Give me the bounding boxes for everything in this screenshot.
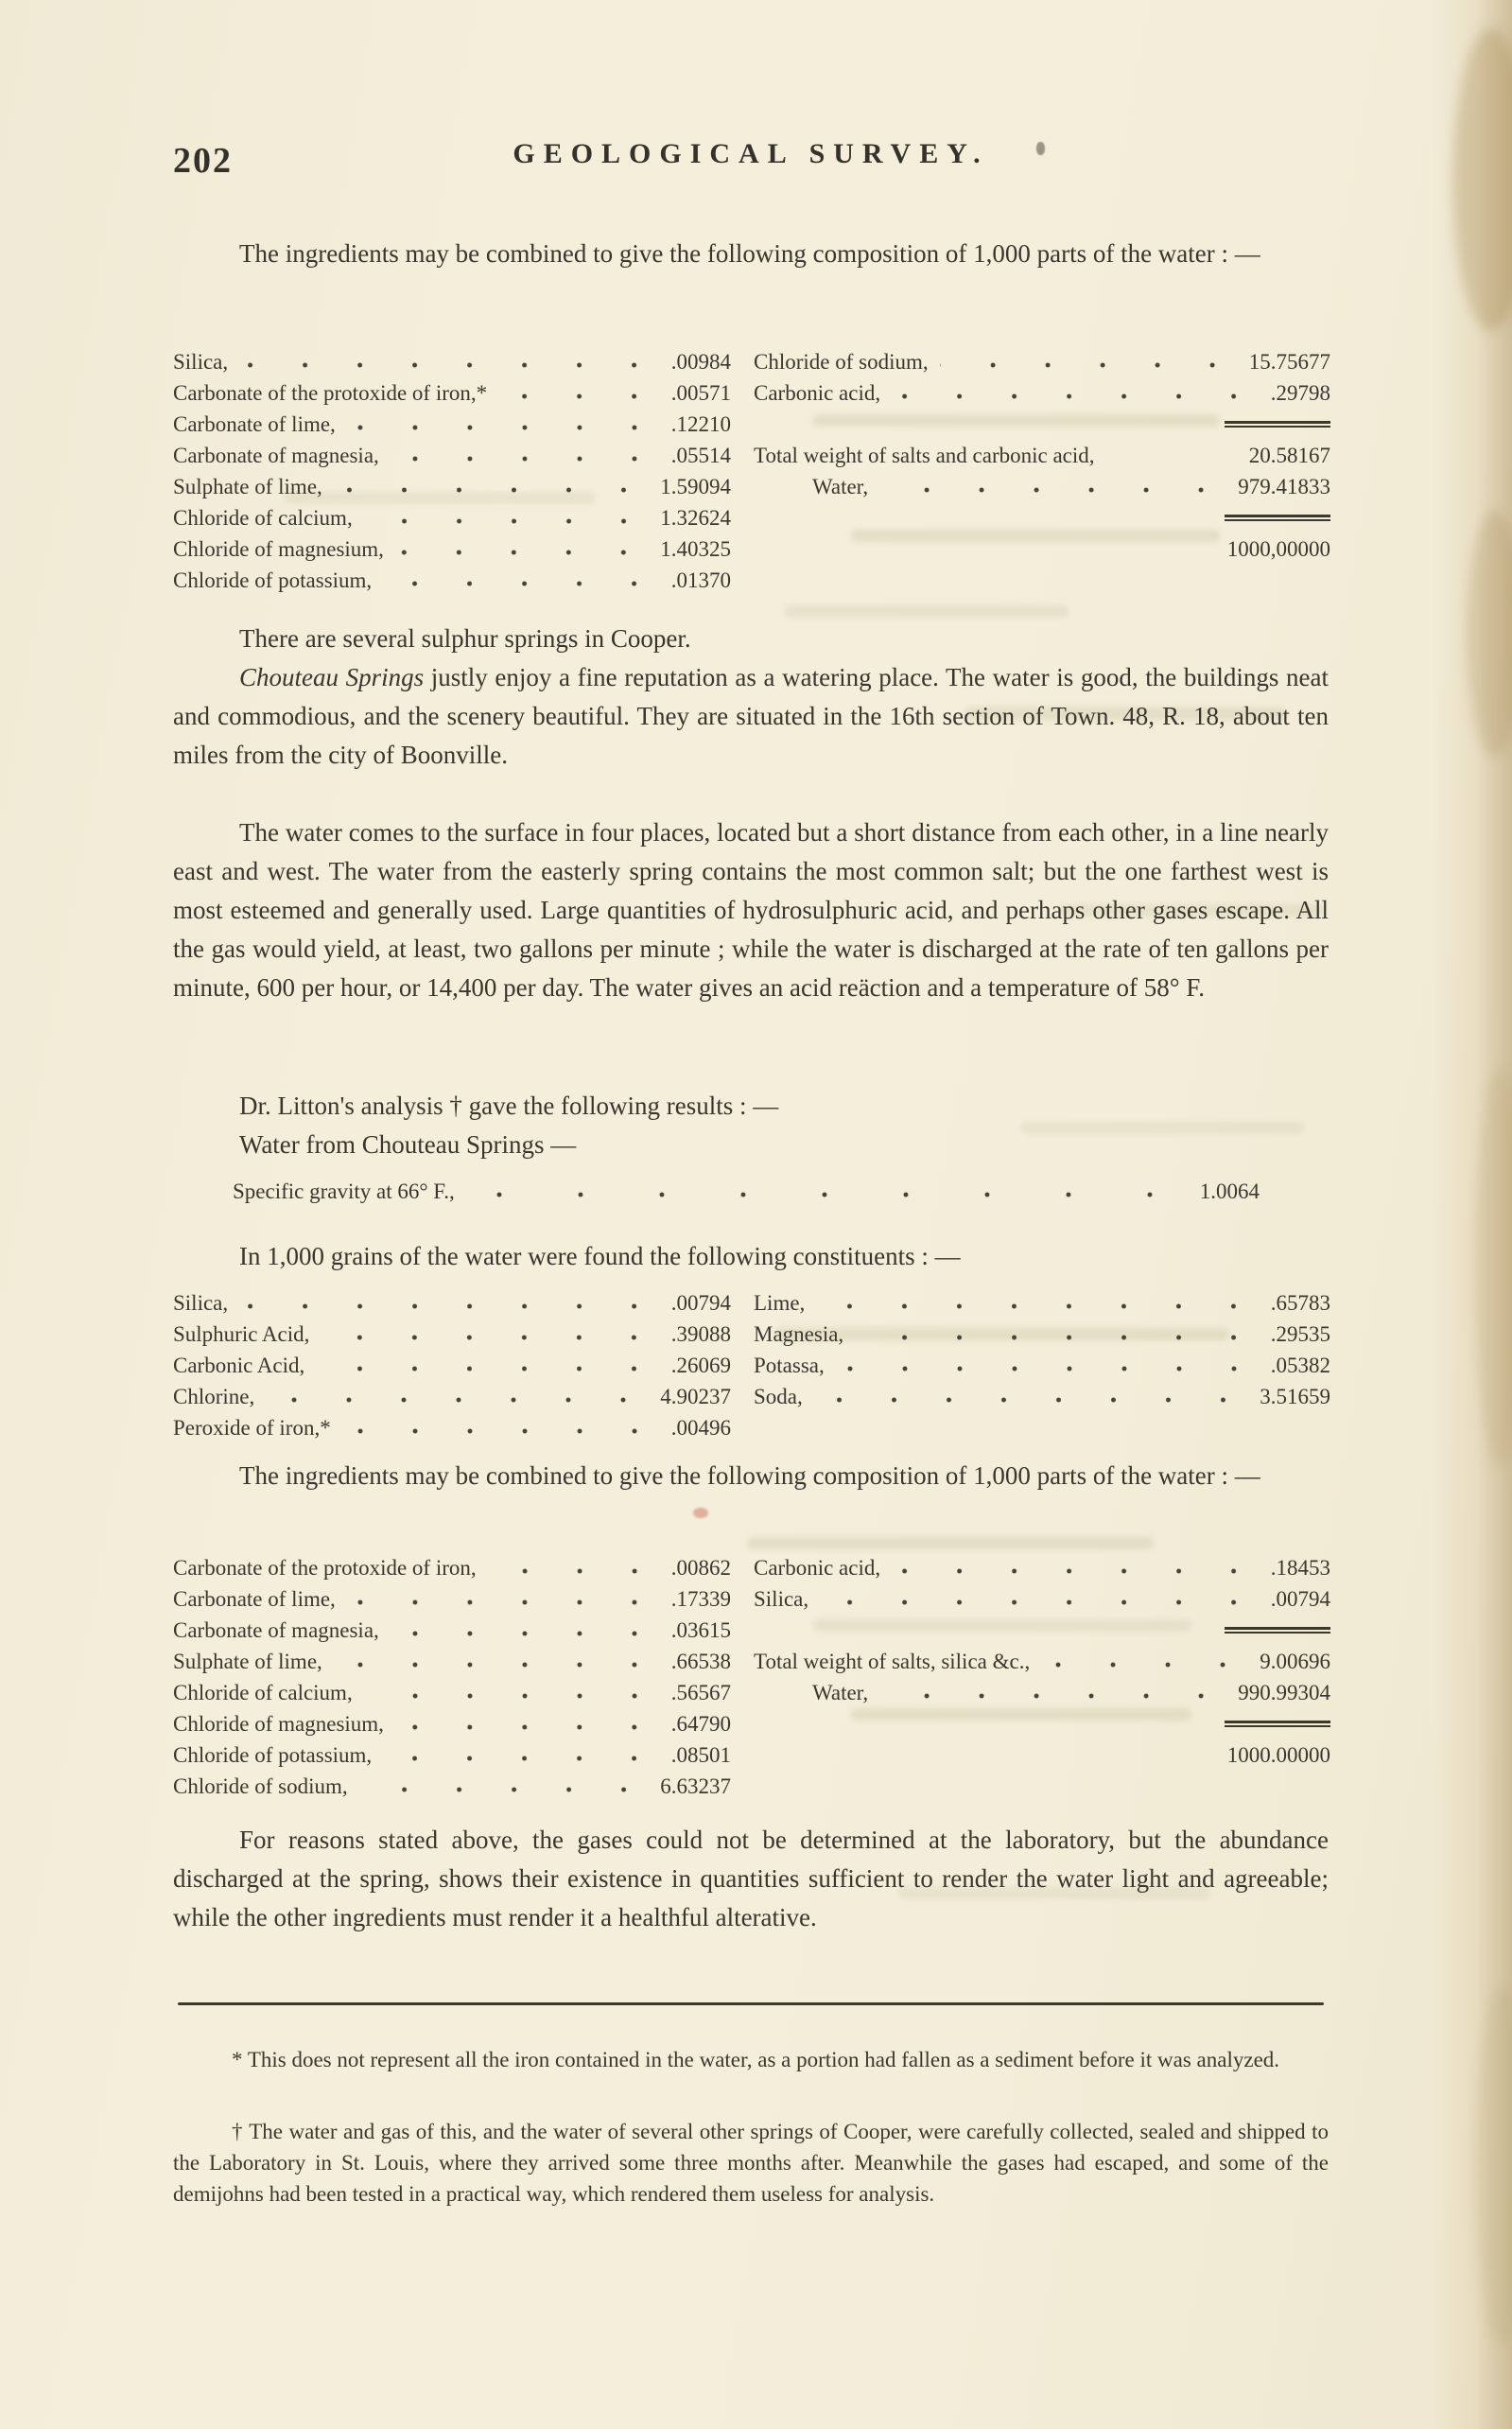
constituent-value: 1.59094 (660, 475, 731, 498)
table-row (173, 471, 731, 502)
total-rule-row (754, 409, 1330, 440)
specific-gravity-value: 1.0064 (1199, 1180, 1260, 1203)
constituent-value: .08501 (670, 1743, 731, 1767)
paragraph-sulphur-springs: There are several sulphur springs in Cooper. (239, 624, 691, 653)
analysis-table-2-right-column (754, 1287, 1330, 1412)
table-row (173, 565, 731, 596)
constituent-value: .00496 (670, 1416, 731, 1440)
footnote-dagger: † The water and gas of this, and the water of several other springs of Cooper, were carefully collected, sealed and shipped to the Laboratory in St. Louis, where they arrived some three months after. Meanwhile the gases had escaped, and some of the demijohns had been tested in a practical way, which rendered them useless for analysis. (173, 2120, 1329, 2206)
constituent-value: 3.51659 (1260, 1385, 1330, 1408)
analysis-table-3-right-column (754, 1552, 1330, 1771)
constituent-value: .05514 (670, 444, 731, 467)
constituent-value: .18453 (1270, 1556, 1330, 1580)
dot-leader (316, 1366, 662, 1372)
dot-leader (1041, 1662, 1250, 1668)
constituent-label: Magnesia, (754, 1322, 844, 1346)
dot-leader (364, 1693, 662, 1699)
constituent-value: .17339 (670, 1587, 731, 1611)
paragraph-water-from: Water from Chouteau Springs — (239, 1130, 577, 1159)
table-row (173, 440, 731, 471)
total-label: Total weight of salts and carbonic acid, (754, 444, 1095, 467)
table-row (754, 1552, 1330, 1583)
analysis-table-1-right-column (754, 346, 1330, 565)
dot-leader (347, 1599, 662, 1605)
dot-leader (836, 1366, 1261, 1372)
constituent-label: Soda, (754, 1385, 803, 1408)
table-row (173, 1677, 731, 1708)
dot-leader (395, 550, 651, 555)
chouteau-springs-italic: Chouteau Springs (239, 663, 425, 691)
table-row (754, 346, 1330, 377)
dot-leader (364, 518, 652, 524)
constituent-label: Carbonic acid, (754, 1556, 881, 1580)
table-row (173, 1583, 731, 1615)
constituent-value: .65783 (1270, 1291, 1330, 1315)
constituent-value: .39088 (670, 1322, 731, 1346)
double-rule (1225, 1627, 1330, 1634)
double-rule (1225, 515, 1330, 521)
page-number: 202 (173, 141, 233, 181)
table-row (754, 1381, 1330, 1412)
total-rule-row (754, 1708, 1330, 1739)
constituent-label: Chloride of calcium, (173, 506, 353, 530)
constituent-value: .00794 (670, 1291, 731, 1315)
dot-leader (855, 1335, 1261, 1340)
constituent-value: .26069 (670, 1354, 731, 1377)
constituent-label: Chloride of calcium, (173, 1681, 353, 1704)
constituent-label: Chloride of sodium, (173, 1774, 348, 1798)
table-row (173, 533, 731, 565)
total-rule-row (754, 1615, 1330, 1646)
table-row (173, 377, 731, 409)
table-row (173, 1615, 731, 1646)
double-rule (1225, 1721, 1330, 1727)
dot-leader (359, 1787, 652, 1792)
dot-leader (816, 1303, 1260, 1309)
constituent-label: Carbonic Acid, (173, 1354, 305, 1377)
total-rule-row (754, 502, 1330, 533)
table-row (173, 1381, 731, 1412)
table-row (173, 1319, 731, 1350)
paragraph-grains-heading: In 1,000 grains of the water were found the following constituents : — (239, 1242, 961, 1270)
constituent-label: Carbonate of lime, (173, 1587, 336, 1611)
dot-leader (239, 362, 662, 368)
constituent-value: .03615 (670, 1618, 731, 1642)
dot-leader (342, 1428, 662, 1434)
constituent-value: 4.90237 (660, 1385, 731, 1408)
running-header: GEOLOGICAL SURVEY. (513, 138, 989, 169)
table-row (754, 440, 1330, 471)
grand-total-value: 1000,00000 (1226, 537, 1330, 561)
constituent-value: 990.99304 (1238, 1681, 1330, 1704)
total-value: 9.00696 (1260, 1650, 1330, 1673)
paragraph-chouteau-rest: justly enjoy a fine reputation as a watering place. The water is good, the buildings neat and commodious, and the scenery beautiful. They are situated in the 16th section of Town. 48, R. 18, about ten miles from the city of Boonville. (173, 663, 1330, 769)
table-row (754, 1287, 1330, 1319)
bleedthrough-artifact (785, 605, 1069, 618)
table-row (173, 1412, 731, 1443)
dot-leader (466, 1192, 1190, 1197)
table-row (754, 471, 1330, 502)
constituent-label: Peroxide of iron,* (173, 1416, 331, 1440)
constituent-value: 6.63237 (660, 1774, 731, 1798)
dot-leader (940, 362, 1240, 368)
constituent-label: Sulphate of lime, (173, 1650, 322, 1673)
dot-leader (334, 1662, 662, 1668)
grand-total-value: 1000.00000 (1226, 1743, 1330, 1767)
table-row (173, 1287, 731, 1319)
table-row (173, 1739, 731, 1771)
constituent-label: Lime, (754, 1291, 806, 1315)
table-row (173, 409, 731, 440)
table-row (754, 377, 1330, 409)
dot-leader (347, 425, 662, 430)
constituent-label: Water, (812, 1681, 869, 1704)
constituent-label: Chlorine, (173, 1385, 255, 1408)
paragraph-litton-analysis: Dr. Litton's analysis † gave the following results : — (239, 1092, 779, 1120)
dot-leader (395, 1724, 662, 1730)
total-value: 20.58167 (1248, 444, 1330, 467)
table-row (173, 1646, 731, 1677)
constituent-label: Carbonate of magnesia, (173, 1618, 379, 1642)
dot-leader (1106, 456, 1240, 462)
total-label: Total weight of salts, silica &c., (754, 1650, 1031, 1673)
constituent-label: Carbonate of the protoxide of iron, (173, 1556, 477, 1580)
constituent-value: .12210 (670, 412, 731, 436)
dot-leader (383, 1756, 662, 1761)
paragraph-four-places: The water comes to the surface in four places, located but a short distance from each other, in a line nearly east and west. The water from the easterly spring contains the most common salt; but the one farthest west is most esteemed and generally used. Large quantities of hydrosulphuric acid, and perhaps other gases escape. All the gas would yield, at least, two gallons per minute ; while the water is discharged at the rate of ten gallons per minute, 600 per hour, or 14,400 per day. The water gives an acid reäction and a temperature of 58° F. (173, 818, 1329, 1002)
constituent-value: .64790 (670, 1712, 731, 1736)
constituent-value: 15.75677 (1248, 350, 1330, 374)
constituent-label: Chloride of potassium, (173, 1743, 373, 1767)
constituent-label: Potassa, (754, 1354, 825, 1377)
dot-leader (391, 1631, 662, 1636)
dot-leader (879, 487, 1228, 493)
double-rule (1225, 421, 1330, 428)
analysis-table-3-left-column (173, 1552, 731, 1802)
constituent-value: .00794 (1270, 1587, 1330, 1611)
analysis-table-2-left-column (173, 1287, 731, 1443)
table-row (754, 1350, 1330, 1381)
table-row (173, 1350, 731, 1381)
constituent-label: Sulphuric Acid, (173, 1322, 310, 1346)
dot-leader (239, 1303, 662, 1309)
dot-leader (820, 1599, 1261, 1605)
dot-leader (334, 487, 651, 493)
constituent-value: .00984 (670, 350, 731, 374)
constituent-value: 1.40325 (660, 537, 731, 561)
constituent-label: Carbonate of lime, (173, 412, 336, 436)
table-row (754, 1583, 1330, 1615)
dot-leader (814, 1397, 1251, 1403)
grand-total-row (754, 533, 1330, 565)
dot-leader (321, 1335, 661, 1340)
table-row (173, 502, 731, 533)
constituent-label: Silica, (754, 1587, 809, 1611)
ink-speck (693, 1508, 708, 1518)
constituent-label: Carbonic acid, (754, 381, 881, 405)
constituent-label: Chloride of sodium, (754, 350, 929, 374)
table-row (173, 346, 731, 377)
dot-leader (266, 1397, 651, 1403)
table-row (754, 1319, 1330, 1350)
constituent-value: 1.32624 (660, 506, 731, 530)
dot-leader (879, 1693, 1228, 1699)
specific-gravity-line (233, 1176, 1260, 1207)
constituent-value: .01370 (670, 568, 731, 592)
constituent-label: Carbonate of the protoxide of iron,* (173, 381, 488, 405)
dot-leader (765, 1756, 1218, 1761)
constituent-label: Chloride of potassium, (173, 568, 373, 592)
constituent-label: Carbonate of magnesia, (173, 444, 379, 467)
constituent-value: .00571 (670, 381, 731, 405)
constituent-value: .56567 (670, 1681, 731, 1704)
table-row (233, 1176, 1260, 1207)
analysis-table-1-left-column (173, 346, 731, 596)
constituent-label: Sulphate of lime, (173, 475, 322, 498)
dot-leader (498, 393, 662, 399)
paragraph-intro-2: The ingredients may be combined to give the following composition of 1,000 parts of the water : — (239, 1461, 1260, 1490)
dot-leader (892, 1568, 1261, 1574)
table-row (754, 1677, 1330, 1708)
constituent-label: Chloride of magnesium, (173, 537, 384, 561)
footnote-divider-rule (178, 2002, 1324, 2005)
dot-leader (391, 456, 662, 462)
constituent-label: Water, (812, 475, 869, 498)
paragraph-reasons: For reasons stated above, the gases could not be determined at the laboratory, but the abundance discharged at the spring, shows their existence in quantities sufficient to render the water light and agreeable; while the other ingredients must render it a healthful alterative. (173, 1826, 1329, 1931)
constituent-value: 979.41833 (1238, 475, 1330, 498)
dot-leader (765, 550, 1218, 555)
table-row (754, 1646, 1330, 1677)
dot-leader (488, 1568, 662, 1574)
dot-leader (383, 581, 662, 586)
grand-total-row (754, 1739, 1330, 1771)
table-row (173, 1552, 731, 1583)
table-row (173, 1771, 731, 1802)
constituent-label: Silica, (173, 350, 229, 374)
bleedthrough-artifact (747, 1537, 1154, 1549)
constituent-value: .29535 (1270, 1322, 1330, 1346)
paragraph-chouteau (173, 658, 1329, 775)
constituent-value: .29798 (1270, 381, 1330, 405)
constituent-value: .00862 (670, 1556, 731, 1580)
paragraph-intro-1: The ingredients may be combined to give the following composition of 1,000 parts of the water : — (239, 239, 1260, 268)
specific-gravity-label: Specific gravity at 66° F., (233, 1180, 455, 1203)
constituent-label: Silica, (173, 1291, 229, 1315)
constituent-value: .66538 (670, 1650, 731, 1673)
constituent-value: .05382 (1270, 1354, 1330, 1377)
table-row (173, 1708, 731, 1739)
constituent-label: Chloride of magnesium, (173, 1712, 384, 1736)
dot-leader (892, 393, 1261, 399)
footnote-asterisk: * This does not represent all the iron contained in the water, as a portion had fallen as a sediment before it was analyzed. (232, 2048, 1280, 2071)
